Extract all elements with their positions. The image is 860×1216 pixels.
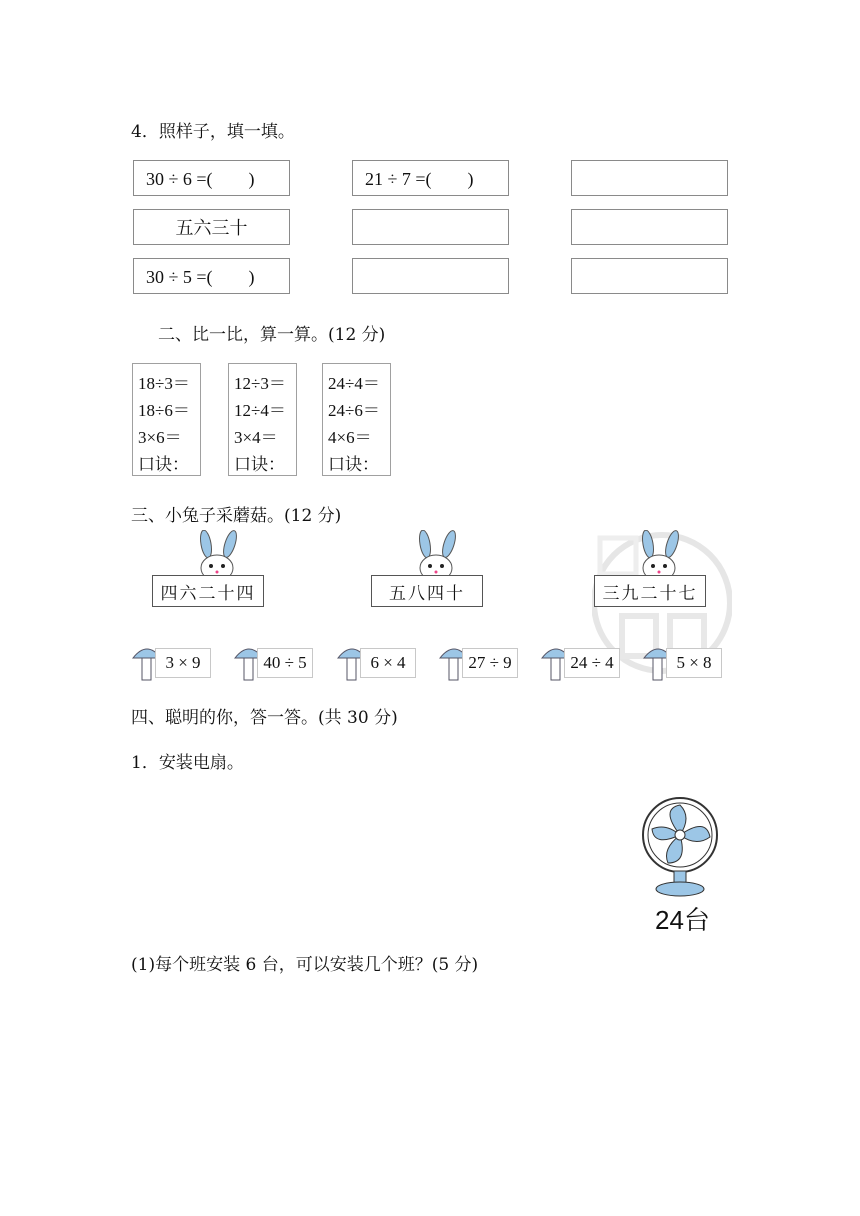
rabbit-icon xyxy=(628,530,692,580)
mushroom-label: 3 × 9 xyxy=(155,648,211,678)
compare-line: 18÷6＝ xyxy=(138,401,190,420)
grid-cell-r1c1: 30 ÷ 6 =( ) xyxy=(133,160,290,196)
section-3-title: 三、小兔子采蘑菇。(12 分) xyxy=(131,506,342,526)
grid-cell-r3c3[interactable] xyxy=(571,258,728,294)
compare-line: 12÷4＝ xyxy=(234,401,286,420)
compare-line: 18÷3＝ xyxy=(138,374,190,393)
compare-line: 3×6＝ xyxy=(138,428,182,447)
compare-line: 口诀： xyxy=(138,455,189,474)
mushroom-6 xyxy=(642,640,724,682)
grid-cell-r1c2: 21 ÷ 7 =( ) xyxy=(352,160,509,196)
mushroom-label: 5 × 8 xyxy=(666,648,722,678)
question-1-part-1: (1)每个班安装 6 台，可以安装几个班？(5 分) xyxy=(131,955,479,975)
mushroom-4 xyxy=(438,640,520,682)
mushroom-5 xyxy=(540,640,622,682)
rabbit-icon xyxy=(186,530,250,580)
mushroom-3 xyxy=(336,640,418,682)
compare-line: 24÷6＝ xyxy=(328,401,380,420)
grid-cell-r1c3[interactable] xyxy=(571,160,728,196)
compare-line: 口诀： xyxy=(234,455,285,474)
mushroom-label: 27 ÷ 9 xyxy=(462,648,518,678)
grid-cell-r3c1: 30 ÷ 5 =( ) xyxy=(133,258,290,294)
compare-box-1 xyxy=(132,363,201,476)
compare-box-3 xyxy=(322,363,391,476)
grid-cell-r2c2[interactable] xyxy=(352,209,509,245)
question-4-title: 4．照样子，填一填。 xyxy=(131,122,295,142)
grid-cell-r2c1: 五六三十 xyxy=(133,209,290,245)
rabbit-label: 四六二十四 xyxy=(152,575,264,607)
rabbit-label: 五八四十 xyxy=(371,575,483,607)
compare-line: 口诀： xyxy=(328,455,379,474)
electric-fan-icon xyxy=(640,795,720,899)
rabbit-label: 三九二十七 xyxy=(594,575,706,607)
section-2-title: 二、比一比，算一算。(12 分) xyxy=(158,325,386,345)
compare-line: 4×6＝ xyxy=(328,428,372,447)
compare-line: 3×4＝ xyxy=(234,428,278,447)
compare-box-2 xyxy=(228,363,297,476)
compare-line: 12÷3＝ xyxy=(234,374,286,393)
mushroom-label: 6 × 4 xyxy=(360,648,416,678)
mushroom-2 xyxy=(233,640,315,682)
grid-cell-r3c2[interactable] xyxy=(352,258,509,294)
grid-cell-r2c3[interactable] xyxy=(571,209,728,245)
rabbit-icon xyxy=(405,530,469,580)
fan-count-label: 24台 xyxy=(655,905,710,935)
mushroom-label: 40 ÷ 5 xyxy=(257,648,313,678)
compare-line: 24÷4＝ xyxy=(328,374,380,393)
section-4-title: 四、聪明的你，答一答。(共 30 分) xyxy=(131,708,398,728)
mushroom-label: 24 ÷ 4 xyxy=(564,648,620,678)
question-1-title: 1．安装电扇。 xyxy=(131,753,244,773)
mushroom-1 xyxy=(131,640,213,682)
